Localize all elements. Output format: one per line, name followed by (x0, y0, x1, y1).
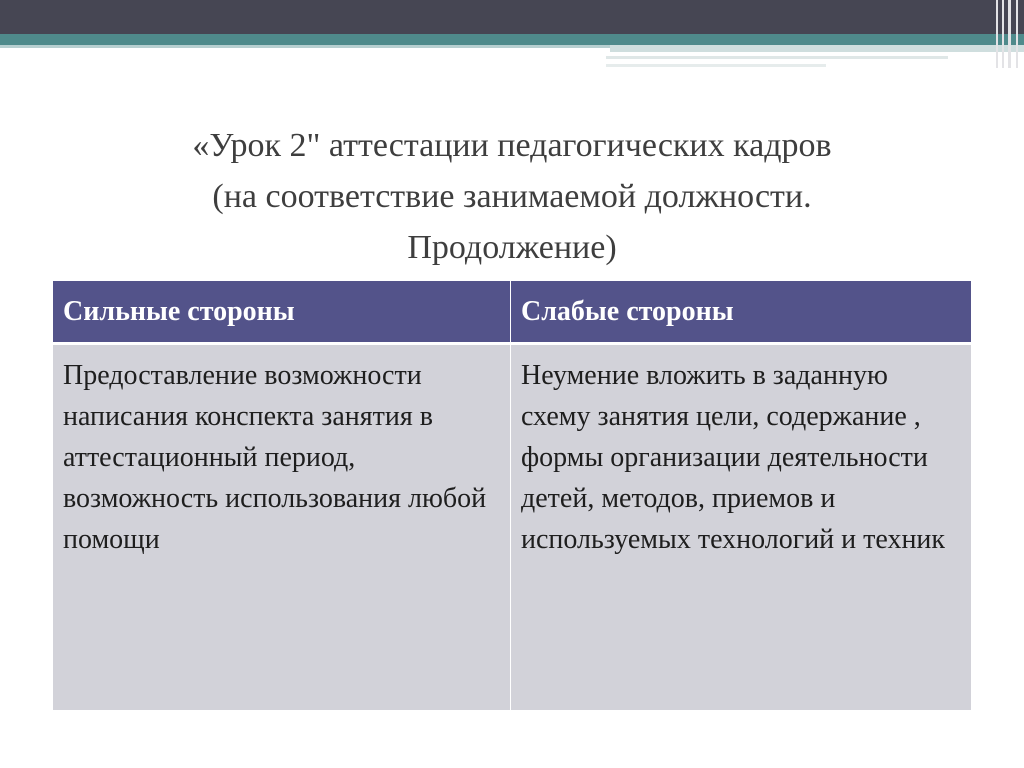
header-dark-bar (0, 0, 1024, 34)
header-stripe-a (610, 45, 1024, 52)
header-stripe-c (606, 64, 826, 67)
table-row (53, 344, 972, 711)
header-weaknesses: Слабые стороны (511, 281, 972, 344)
header-teal-stripe (0, 45, 610, 48)
slide-title-line: Продолжение) (407, 229, 617, 266)
slide-title-line: (на соответствие занимаемой должности. (212, 178, 812, 215)
cell-strengths: Предоставление возможности написания конспекта занятия в аттестационный период, возможность использования любой помощи (53, 344, 511, 711)
table-header-row (53, 281, 972, 344)
header-stripe-b (606, 56, 948, 59)
cell-weaknesses: Неумение вложить в заданную схему занятия цели, содержание , формы организации деятельности детей, методов, приемов и используемых технологий и техник (511, 344, 972, 711)
comparison-table (52, 280, 972, 711)
header-strengths: Сильные стороны (53, 281, 511, 344)
slide-title (60, 120, 964, 273)
header-teal-band (0, 34, 1024, 45)
header-vertical-lines (994, 0, 1024, 68)
slide-title-line: «Урок 2" аттестации педагогических кадров (192, 127, 832, 164)
